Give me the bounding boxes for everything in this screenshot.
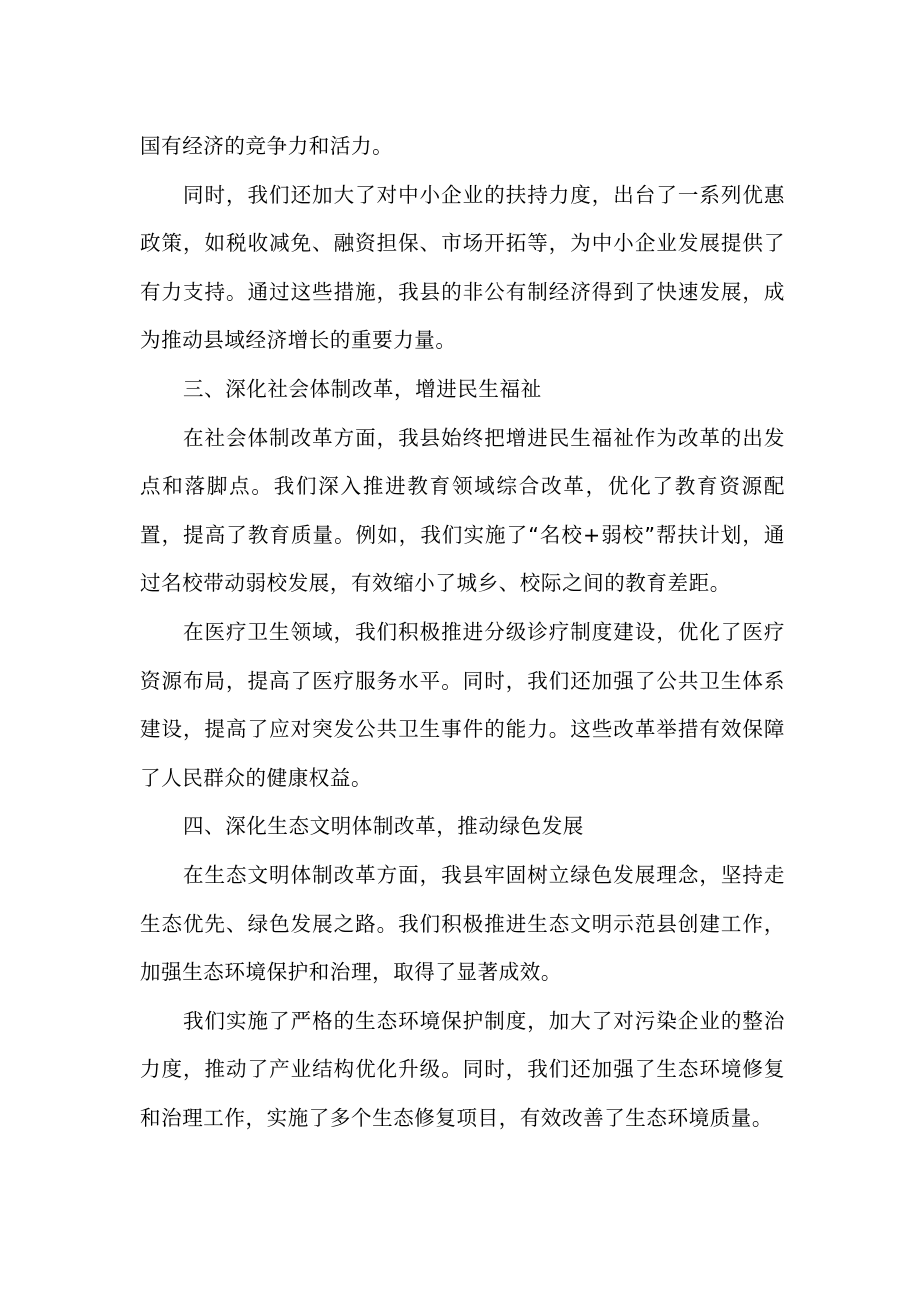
paragraph-sme-support: 同时，我们还加大了对中小企业的扶持力度，出台了一系列优惠政策，如税收减免、融资担保、市场开拓等，为中小企业发展提供了有力支持。通过这些措施，我县的非公有制经济得到了快速发展，成为推动县域经济增长的重要力量。 xyxy=(140,182,785,353)
paragraph-ecological-civilization: 在生态文明体制改革方面，我县牢固树立绿色发展理念，坚持走生态优先、绿色发展之路。我们积极推进生态文明示范县创建工作，加强生态环境保护和治理，取得了显著成效。 xyxy=(140,862,785,985)
document-body xyxy=(140,122,785,1142)
section-heading-ecological-reform: 四、深化生态文明体制改革，推动绿色发展 xyxy=(183,814,584,839)
paragraph-environmental-protection: 我们实施了严格的生态环境保护制度，加大了对污染企业的整治力度，推动了产业结构优化升级。同时，我们还加强了生态环境修复和治理工作，实施了多个生态修复项目，有效改善了生态环境质量。 xyxy=(140,1008,785,1130)
section-heading-social-reform: 三、深化社会体制改革，增进民生福祉 xyxy=(183,376,542,401)
paragraph-continuation: 国有经济的竞争力和活力。 xyxy=(140,134,394,158)
paragraph-healthcare-reform: 在医疗卫生领域，我们积极推进分级诊疗制度建设，优化了医疗资源布局，提高了医疗服务水平。同时，我们还加强了公共卫生体系建设，提高了应对突发公共卫生事件的能力。这些改革举措有效保障了人民群众的健康权益。 xyxy=(140,619,785,790)
paragraph-education-reform: 在社会体制改革方面，我县始终把增进民生福祉作为改革的出发点和落脚点。我们深入推进教育领域综合改革，优化了教育资源配置，提高了教育质量。例如，我们实施了“名校+弱校”帮扶计划，通过名校带动弱校发展，有效缩小了城乡、校际之间的教育差距。 xyxy=(140,425,785,596)
